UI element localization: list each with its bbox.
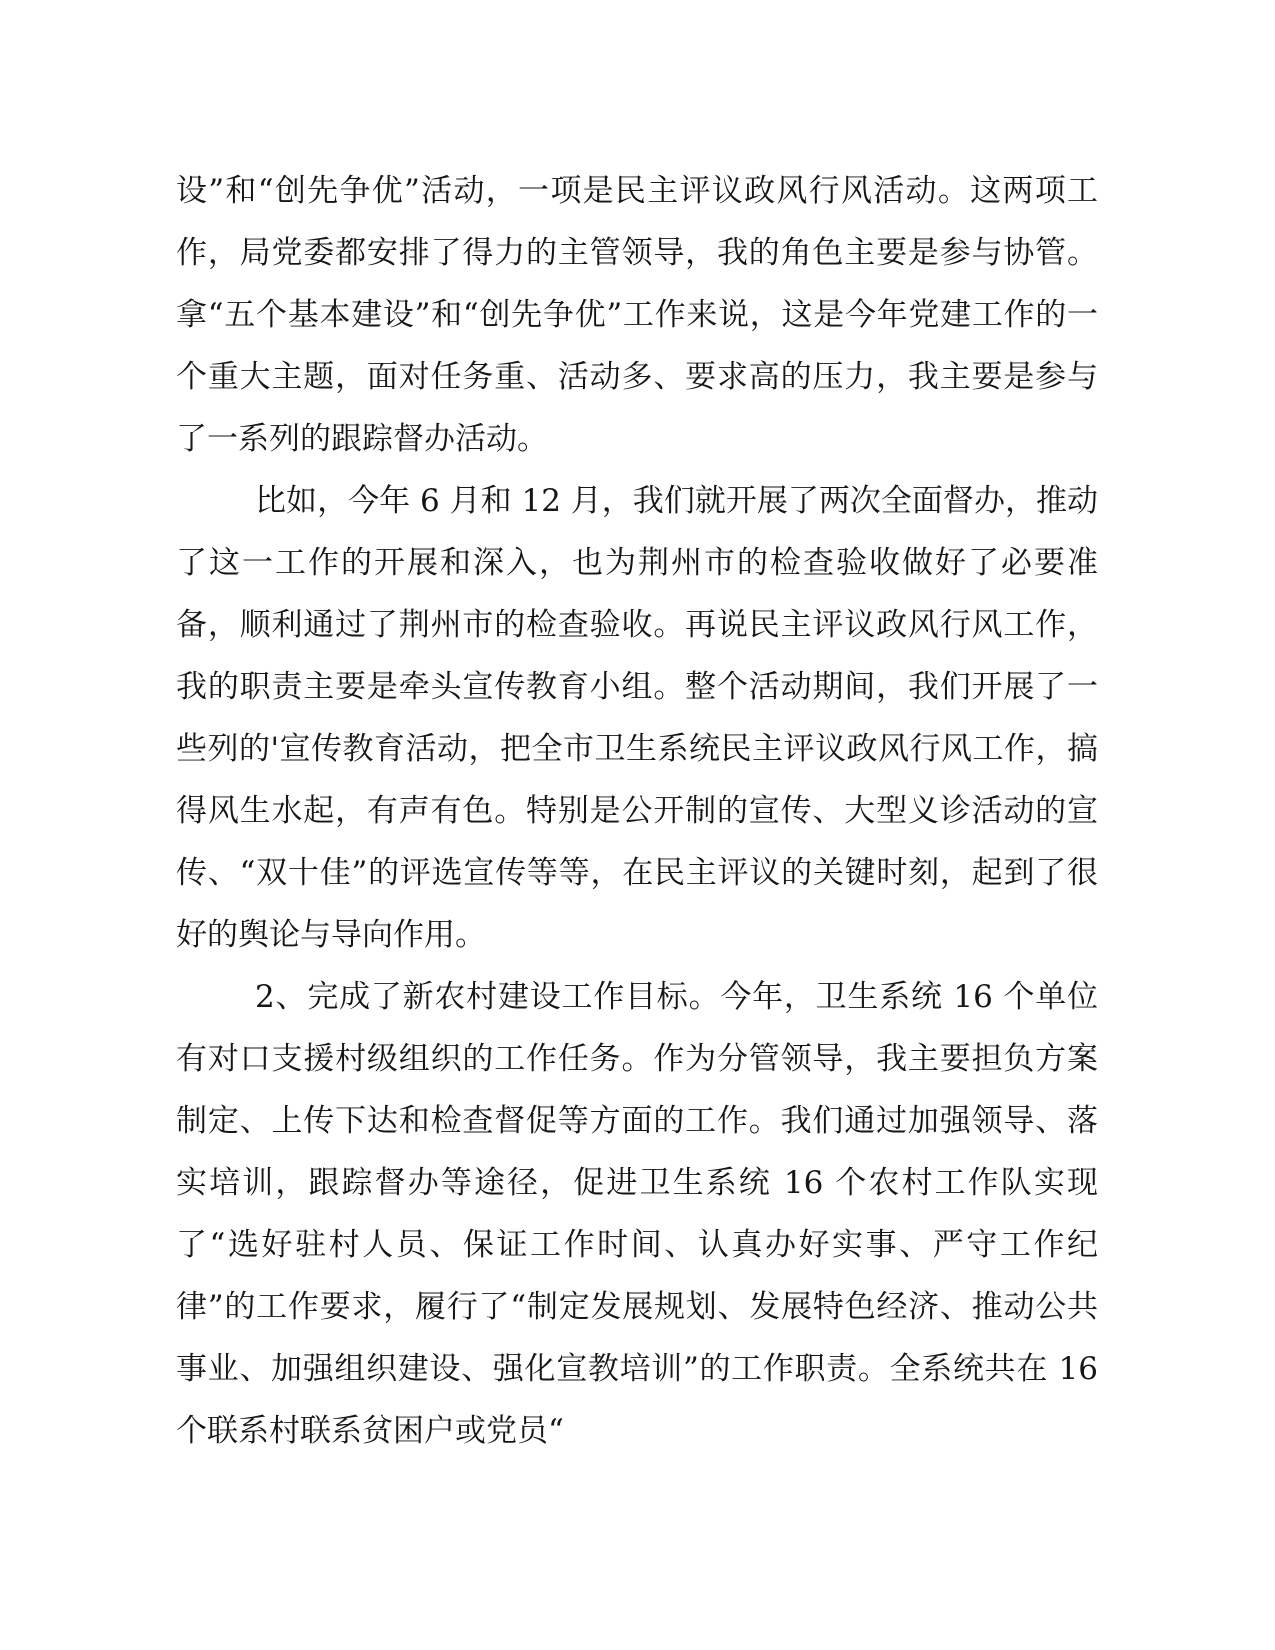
paragraph-examples: 比如，今年 6 月和 12 月，我们就开展了两次全面督办，推动了这一工作的开展和深入，也为荆州市的检查验收做好了必要准备，顺利通过了荆州市的检查验收。再说民主评议政风行风工作，我的职责主要是牵头宣传教育小组。整个活动期间，我们开展了一些列的'宣传教育活动，把全市卫生系统民主评议政风行风工作，搞得风生水起，有声有色。特别是公开制的宣传、大型义诊活动的宣传、“双十佳”的评选宣传等等，在民主评议的关键时刻，起到了很好的舆论与导向作用。 [176, 483, 1098, 953]
paragraph-rural-construction: 2、完成了新农村建设工作目标。今年，卫生系统 16 个单位有对口支援村级组织的工作任务。作为分管领导，我主要担负方案制定、上传下达和检查督促等方面的工作。我们通过加强领导、落实培训，跟踪督办等途径，促进卫生系统 16 个农村工作队实现了“选好驻村人员、保证工作时间、认真办好实事、严守工作纪律”的工作要求，履行了“制定发展规划、发展特色经济、推动公共事业、加强组织建设、强化宣教培训”的工作职责。全系统共在 16 个联系村联系贫困户或党员“ [176, 979, 1098, 1449]
document-text-body [176, 160, 1098, 1462]
paragraph-continuation: 设”和“创先争优”活动，一项是民主评议政风行风活动。这两项工作，局党委都安排了得力的主管领导，我的角色主要是参与协管。拿“五个基本建设”和“创先争优”工作来说，这是今年党建工作的一个重大主题，面对任务重、活动多、要求高的压力，我主要是参与了一系列的跟踪督办活动。 [176, 173, 1098, 457]
